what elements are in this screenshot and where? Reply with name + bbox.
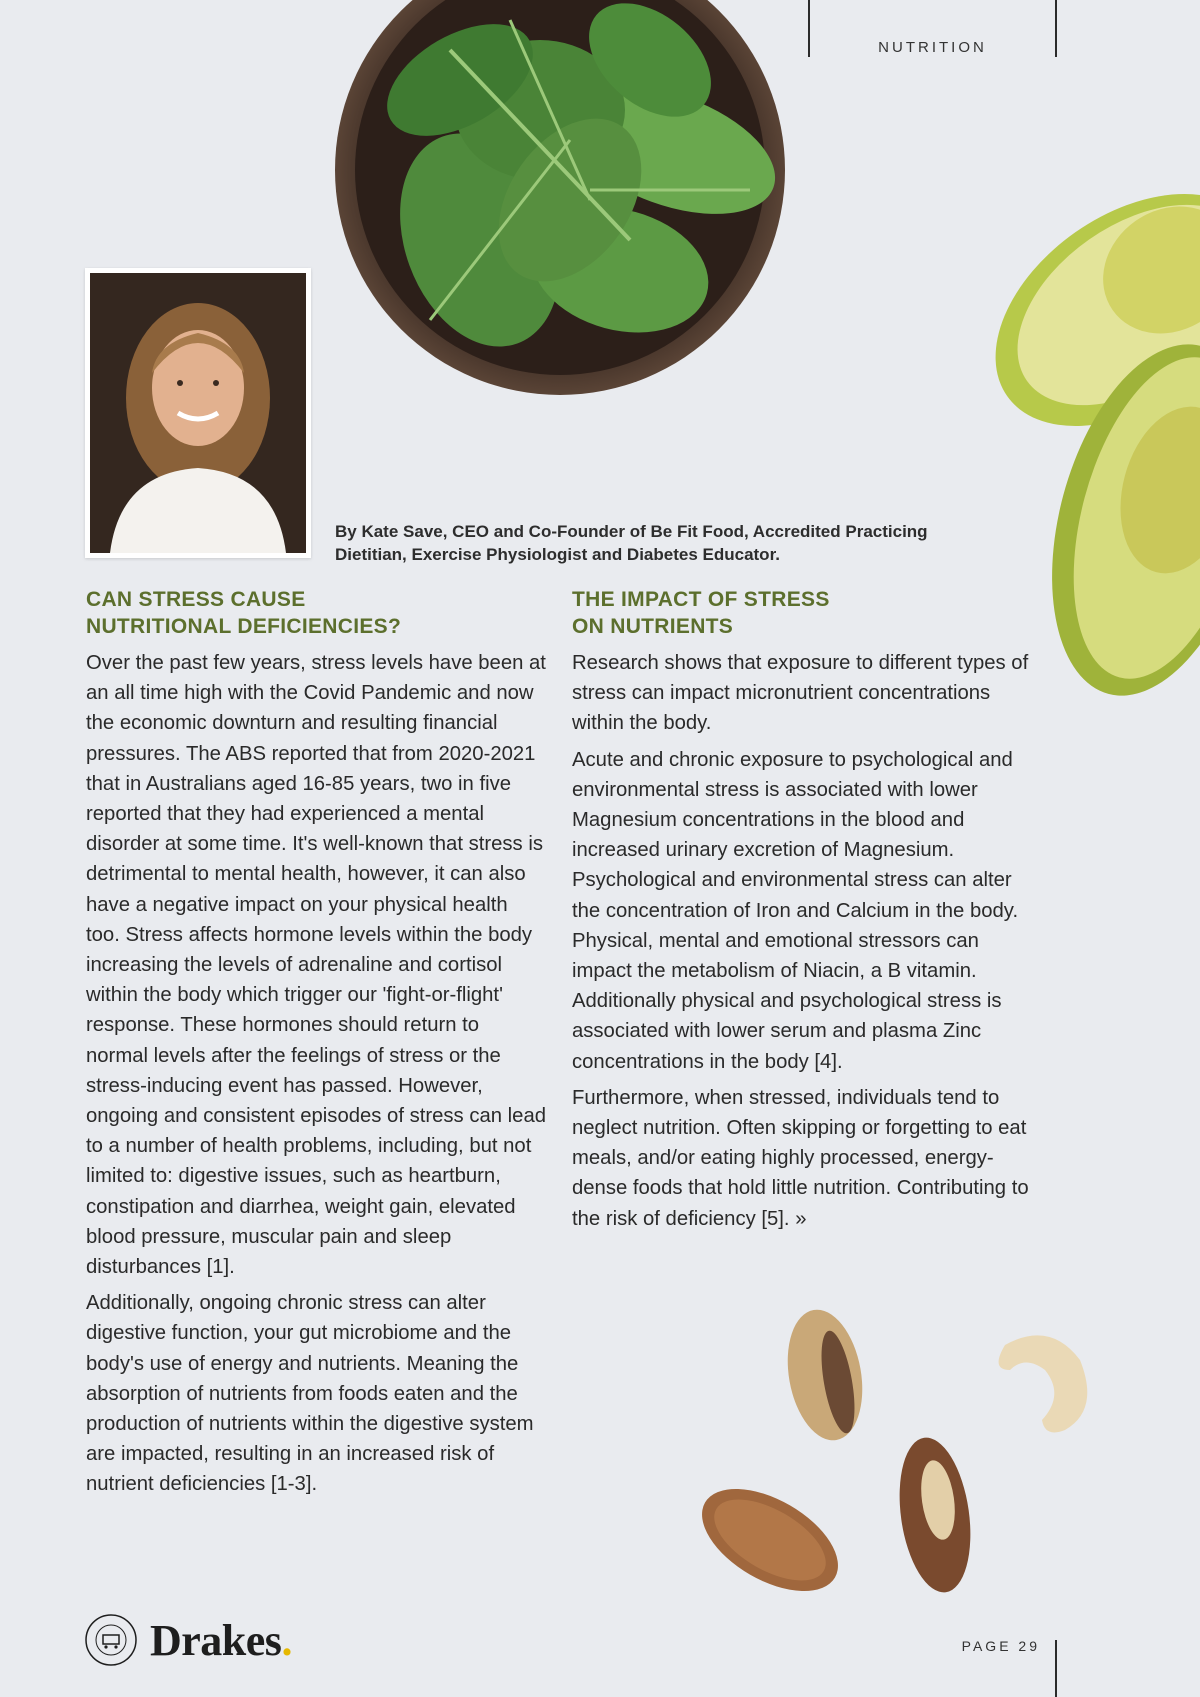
logo-wordmark [150,1615,292,1666]
right-paragraph-2: Acute and chronic exposure to psychological and environmental stress is associated with lower Magnesium concentrations in the blood and increased urinary excretion of Magnesium. Psychological and environmental stress can alter the concentration of Iron and Calcium in the body. Physical, mental and emotional stressors can impact the metabolism of Niacin, a B vitamin. Additionally physical and psychological stress is associated with lower serum and plasma Zinc concentrations in the body [4]. [572,748,1019,1073]
drakes-logo [84,1612,292,1668]
left-heading-line2: NUTRITIONAL DEFICIENCIES? [86,615,402,638]
left-paragraph-1: Over the past few years, stress levels have been at an all time high with the Covid Pandemic and now the economic downturn and resulting financial pressures. The ABS reported that from 2020-2021 that in Australians aged 16-85 years, two in five reported that they had experienced a mental disorder at some time. It's well-known that stress is detrimental to mental health, however, it can also have a negative impact on your physical health too. Stress affects hormone levels within the body increasing the levels of adrenaline and cortisol within the body which trigger our 'fight-or-flight' response. These hormones should return to normal levels after the feelings of stress or the stress-inducing event has passed. However, ongoing and consistent episodes of stress can lead to a number of health problems, including, but not limited to: digestive issues, such as heartburn, constipation and diarrhea, weight gain, elevated blood pressure, muscular pain and sleep disturbances [1]. [86,652,547,1279]
left-heading [86,586,546,640]
logo-text: Drakes [150,1615,282,1665]
right-heading-line2: ON NUTRIENTS [572,615,734,638]
left-paragraph-2: Additionally, ongoing chronic stress can alter digestive function, your gut microbiome and the body's use of energy and nutrients. Meaning the absorption of nutrients from foods eaten and the production of nutrients within the digestive system are impacted, resulting in an increased risk of nutrient deficiencies [1-3]. [86,1292,534,1496]
left-heading-line1: CAN STRESS CAUSE [86,588,306,611]
left-column [86,586,546,1506]
footer-rule [1055,1640,1057,1697]
author-photo [85,268,311,558]
page-number: PAGE 29 [961,1638,1040,1654]
byline: By Kate Save, CEO and Co-Founder of Be Fit Food, Accredited Practicing Dietitian, Exercise Physiologist and Diabetes Educator. [335,522,928,564]
section-label: NUTRITION [878,39,987,56]
author-portrait-icon [90,273,306,553]
right-heading-line1: THE IMPACT OF STRESS [572,588,830,611]
right-paragraph-1: Research shows that exposure to different types of stress can impact micronutrient concentrations within the body. [572,652,1029,735]
right-paragraph-3: Furthermore, when stressed, individuals tend to neglect nutrition. Often skipping or forgetting to eat meals, and/or eating highly processed, energy-dense foods that hold little nutrition. Contributing to the risk of deficiency [5]. » [572,1086,1029,1230]
spinach-bowl-icon [330,0,790,400]
right-heading [572,586,1042,640]
header-rule-right [1055,0,1057,57]
logo-dot: . [281,1615,292,1665]
nuts-icon [690,1300,1150,1620]
right-column [572,586,1042,1240]
drakes-seal-icon [84,1613,138,1667]
